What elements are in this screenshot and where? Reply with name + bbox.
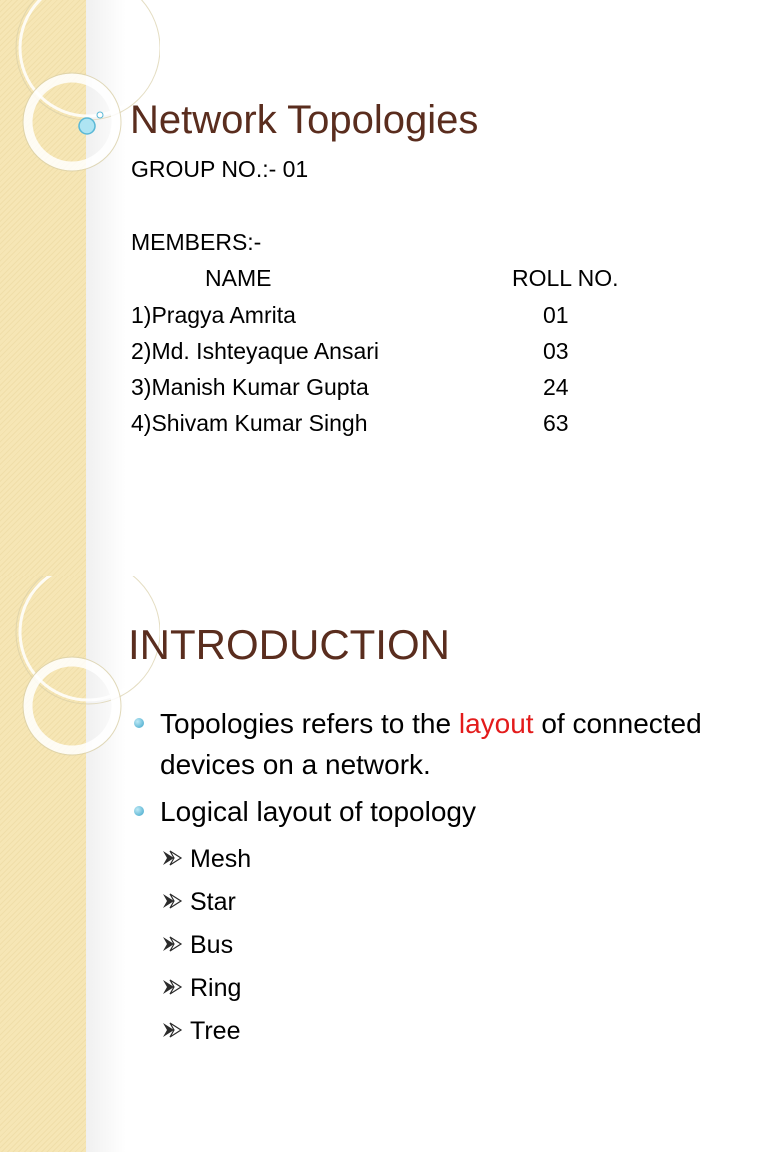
arrow-bullet-icon bbox=[162, 936, 184, 952]
slide-title: Network Topologies bbox=[130, 98, 479, 142]
member-roll: 03 bbox=[543, 338, 569, 364]
slide-2 bbox=[0, 576, 768, 1152]
slide-title: INTRODUCTION bbox=[128, 621, 450, 668]
member-roll: 01 bbox=[543, 302, 569, 328]
group-number: GROUP NO.:- 01 bbox=[131, 156, 309, 182]
member-name: 3)Manish Kumar Gupta bbox=[131, 374, 369, 400]
bullet-icon bbox=[134, 718, 144, 728]
column-header-name: NAME bbox=[205, 265, 272, 291]
sub-item: Bus bbox=[162, 924, 734, 967]
member-roll: 63 bbox=[543, 410, 569, 436]
highlighted-word: layout bbox=[458, 708, 534, 739]
bullet-list bbox=[134, 703, 734, 1053]
member-name: 1)Pragya Amrita bbox=[131, 302, 296, 328]
arrow-bullet-icon bbox=[162, 1022, 184, 1038]
sub-item: Tree bbox=[162, 1010, 734, 1053]
bullet-item: Topologies refers to the layout of connected devices on a network. bbox=[134, 703, 734, 785]
column-header-roll: ROLL NO. bbox=[512, 265, 619, 291]
sub-item: Mesh bbox=[162, 838, 734, 881]
sub-item: Ring bbox=[162, 967, 734, 1010]
arrow-bullet-icon bbox=[162, 850, 184, 866]
member-name: 2)Md. Ishteyaque Ansari bbox=[131, 338, 380, 364]
bullet-icon bbox=[134, 806, 144, 816]
member-name: 4)Shivam Kumar Singh bbox=[131, 410, 368, 436]
sub-item: Star bbox=[162, 881, 734, 924]
members-heading: MEMBERS:- bbox=[131, 229, 262, 255]
member-roll: 24 bbox=[543, 374, 569, 400]
arrow-bullet-icon bbox=[162, 893, 184, 909]
arrow-bullet-icon bbox=[162, 979, 184, 995]
bullet-item: Logical layout of topology bbox=[134, 791, 734, 832]
